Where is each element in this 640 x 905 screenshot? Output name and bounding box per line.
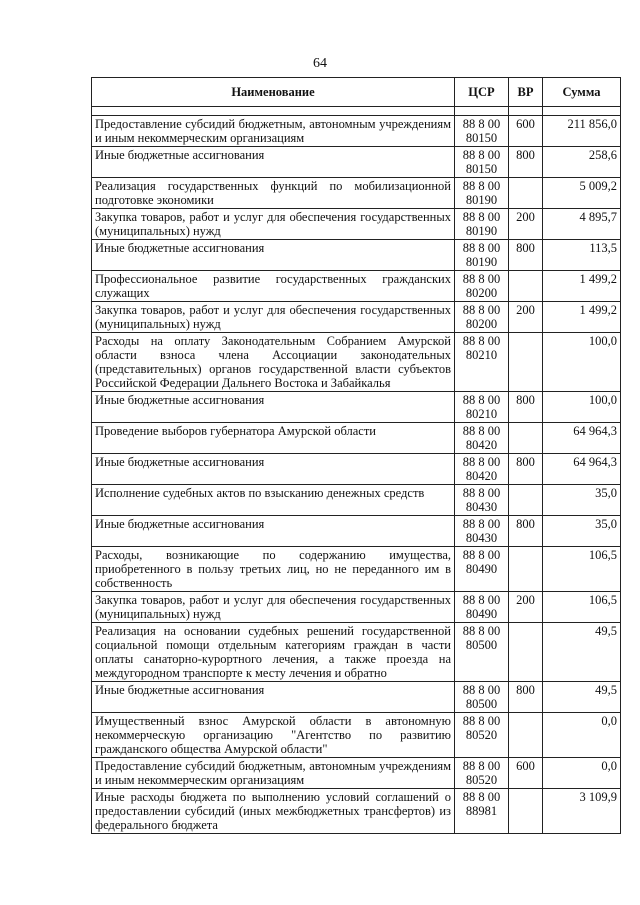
row-csr — [455, 454, 509, 485]
table-row — [92, 789, 621, 834]
row-vr: 800 — [509, 240, 543, 271]
row-csr — [455, 209, 509, 240]
row-sum: 3 109,9 — [543, 789, 621, 834]
row-vr — [509, 178, 543, 209]
row-sum: 100,0 — [543, 392, 621, 423]
row-csr — [455, 789, 509, 834]
row-vr — [509, 271, 543, 302]
table-row — [92, 302, 621, 333]
row-csr-line1: 88 8 00 — [462, 683, 501, 697]
table-row — [92, 592, 621, 623]
row-vr — [509, 789, 543, 834]
row-csr-line1: 88 8 00 — [462, 334, 501, 348]
row-csr-line2: 80520 — [465, 773, 498, 787]
row-csr-line2: 80150 — [465, 131, 498, 145]
row-vr: 800 — [509, 454, 543, 485]
row-csr — [455, 623, 509, 682]
row-vr: 600 — [509, 116, 543, 147]
row-csr-line2: 80210 — [465, 348, 498, 362]
table-row — [92, 485, 621, 516]
row-csr — [455, 271, 509, 302]
row-sum: 258,6 — [543, 147, 621, 178]
table-row — [92, 454, 621, 485]
row-name: Иные бюджетные ассигнования — [92, 516, 455, 547]
row-csr-line1: 88 8 00 — [462, 548, 501, 562]
table-row — [92, 623, 621, 682]
row-csr-line1: 88 8 00 — [462, 455, 501, 469]
row-vr: 800 — [509, 516, 543, 547]
row-sum: 1 499,2 — [543, 271, 621, 302]
row-csr — [455, 485, 509, 516]
table-row — [92, 178, 621, 209]
row-csr-line2: 80420 — [465, 438, 498, 452]
spacer-row — [92, 107, 621, 116]
row-name: Расходы на оплату Законодательным Собранием Амурской области взноса члена Ассоциации законодательных (представительных) органов государственной власти субъектов Российской Федерации Дальнего Востока и Забайкалья — [92, 333, 455, 392]
row-vr: 600 — [509, 758, 543, 789]
row-vr — [509, 423, 543, 454]
row-sum: 35,0 — [543, 516, 621, 547]
row-csr-line2: 80190 — [465, 224, 498, 238]
row-csr-line1: 88 8 00 — [462, 393, 501, 407]
row-sum: 0,0 — [543, 758, 621, 789]
row-csr-line2: 80210 — [465, 407, 498, 421]
row-csr-line1: 88 8 00 — [462, 486, 501, 500]
row-sum: 49,5 — [543, 623, 621, 682]
row-csr-line1: 88 8 00 — [462, 241, 501, 255]
row-sum: 113,5 — [543, 240, 621, 271]
row-sum: 49,5 — [543, 682, 621, 713]
row-csr-line2: 80500 — [465, 697, 498, 711]
table-row — [92, 682, 621, 713]
row-name: Профессиональное развитие государственных гражданских служащих — [92, 271, 455, 302]
row-vr: 800 — [509, 147, 543, 178]
row-csr-line1: 88 8 00 — [462, 790, 501, 804]
row-csr — [455, 547, 509, 592]
row-csr — [455, 116, 509, 147]
row-csr-line2: 80520 — [465, 728, 498, 742]
row-csr-line1: 88 8 00 — [462, 517, 501, 531]
row-csr-line1: 88 8 00 — [462, 714, 501, 728]
row-csr — [455, 592, 509, 623]
row-name: Имущественный взнос Амурской области в автономную некоммерческую организацию "Агентство по развитию гражданского общества Амурской области" — [92, 713, 455, 758]
row-csr — [455, 516, 509, 547]
row-sum: 1 499,2 — [543, 302, 621, 333]
row-csr — [455, 392, 509, 423]
row-csr — [455, 333, 509, 392]
row-csr-line1: 88 8 00 — [462, 424, 501, 438]
row-csr-line2: 80490 — [465, 562, 498, 576]
row-sum: 64 964,3 — [543, 423, 621, 454]
row-csr-line2: 80190 — [465, 255, 498, 269]
row-vr — [509, 713, 543, 758]
row-vr: 800 — [509, 392, 543, 423]
row-sum: 64 964,3 — [543, 454, 621, 485]
row-sum: 211 856,0 — [543, 116, 621, 147]
row-name: Расходы, возникающие по содержанию имущества, приобретенного в пользу третьих лиц, но не переданного им в собственность — [92, 547, 455, 592]
row-csr — [455, 302, 509, 333]
row-vr: 200 — [509, 592, 543, 623]
row-csr — [455, 758, 509, 789]
row-csr-line2: 80150 — [465, 162, 498, 176]
row-name: Закупка товаров, работ и услуг для обеспечения государственных (муниципальных) нужд — [92, 302, 455, 333]
table-row — [92, 209, 621, 240]
row-name: Реализация государственных функций по мобилизационной подготовке экономики — [92, 178, 455, 209]
header-csr: ЦСР — [455, 78, 509, 107]
table-row — [92, 392, 621, 423]
row-csr — [455, 713, 509, 758]
row-vr: 200 — [509, 209, 543, 240]
row-name: Проведение выборов губернатора Амурской области — [92, 423, 455, 454]
row-sum: 100,0 — [543, 333, 621, 392]
page-number: 64 — [313, 56, 327, 71]
row-csr-line1: 88 8 00 — [462, 272, 501, 286]
row-csr — [455, 240, 509, 271]
row-name: Закупка товаров, работ и услуг для обеспечения государственных (муниципальных) нужд — [92, 209, 455, 240]
row-csr-line2: 80500 — [465, 638, 498, 652]
table-row — [92, 423, 621, 454]
row-csr-line2: 80430 — [465, 531, 498, 545]
table-row — [92, 116, 621, 147]
row-vr: 800 — [509, 682, 543, 713]
row-sum: 106,5 — [543, 592, 621, 623]
row-name: Иные бюджетные ассигнования — [92, 240, 455, 271]
row-csr-line2: 80200 — [465, 286, 498, 300]
row-csr-line2: 80190 — [465, 193, 498, 207]
table-row — [92, 516, 621, 547]
row-csr-line1: 88 8 00 — [462, 624, 501, 638]
row-vr — [509, 623, 543, 682]
row-name: Иные бюджетные ассигнования — [92, 147, 455, 178]
row-name: Иные бюджетные ассигнования — [92, 392, 455, 423]
row-csr-line1: 88 8 00 — [462, 148, 501, 162]
header-vr: ВР — [509, 78, 543, 107]
row-csr-line2: 88981 — [465, 804, 498, 818]
row-name: Иные бюджетные ассигнования — [92, 454, 455, 485]
row-csr-line1: 88 8 00 — [462, 210, 501, 224]
row-name: Предоставление субсидий бюджетным, автономным учреждениям и иным некоммерческим организациям — [92, 116, 455, 147]
row-name: Реализация на основании судебных решений государственной социальной помощи отдельным категориям граждан в части оплаты санаторно-курортного лечения, а также проезда на междугородном транспорте к месту лечения и обратно — [92, 623, 455, 682]
row-csr-line1: 88 8 00 — [462, 593, 501, 607]
row-name: Исполнение судебных актов по взысканию денежных средств — [92, 485, 455, 516]
table-row — [92, 547, 621, 592]
row-vr: 200 — [509, 302, 543, 333]
row-csr-line2: 80490 — [465, 607, 498, 621]
row-name: Закупка товаров, работ и услуг для обеспечения государственных (муниципальных) нужд — [92, 592, 455, 623]
row-csr — [455, 682, 509, 713]
header-name: Наименование — [92, 78, 455, 107]
table-row — [92, 713, 621, 758]
row-csr — [455, 147, 509, 178]
row-name: Иные бюджетные ассигнования — [92, 682, 455, 713]
budget-table — [91, 77, 621, 834]
row-sum: 5 009,2 — [543, 178, 621, 209]
row-csr — [455, 423, 509, 454]
row-csr-line2: 80420 — [465, 469, 498, 483]
row-name: Предоставление субсидий бюджетным, автономным учреждениям и иным некоммерческим организациям — [92, 758, 455, 789]
row-vr — [509, 547, 543, 592]
table-row — [92, 758, 621, 789]
row-csr-line1: 88 8 00 — [462, 759, 501, 773]
row-csr — [455, 178, 509, 209]
row-sum: 0,0 — [543, 713, 621, 758]
row-name: Иные расходы бюджета по выполнению условий соглашений о предоставлении субсидий (иных межбюджетных трансфертов) из федерального бюджета — [92, 789, 455, 834]
row-csr-line1: 88 8 00 — [462, 303, 501, 317]
row-sum: 106,5 — [543, 547, 621, 592]
row-vr — [509, 485, 543, 516]
table-row — [92, 333, 621, 392]
table-row — [92, 147, 621, 178]
row-csr-line1: 88 8 00 — [462, 117, 501, 131]
row-csr-line2: 80200 — [465, 317, 498, 331]
row-sum: 35,0 — [543, 485, 621, 516]
row-sum: 4 895,7 — [543, 209, 621, 240]
header-sum: Сумма — [543, 78, 621, 107]
row-csr-line2: 80430 — [465, 500, 498, 514]
row-vr — [509, 333, 543, 392]
table-row — [92, 240, 621, 271]
row-csr-line1: 88 8 00 — [462, 179, 501, 193]
table-header-row — [92, 78, 621, 107]
table-row — [92, 271, 621, 302]
